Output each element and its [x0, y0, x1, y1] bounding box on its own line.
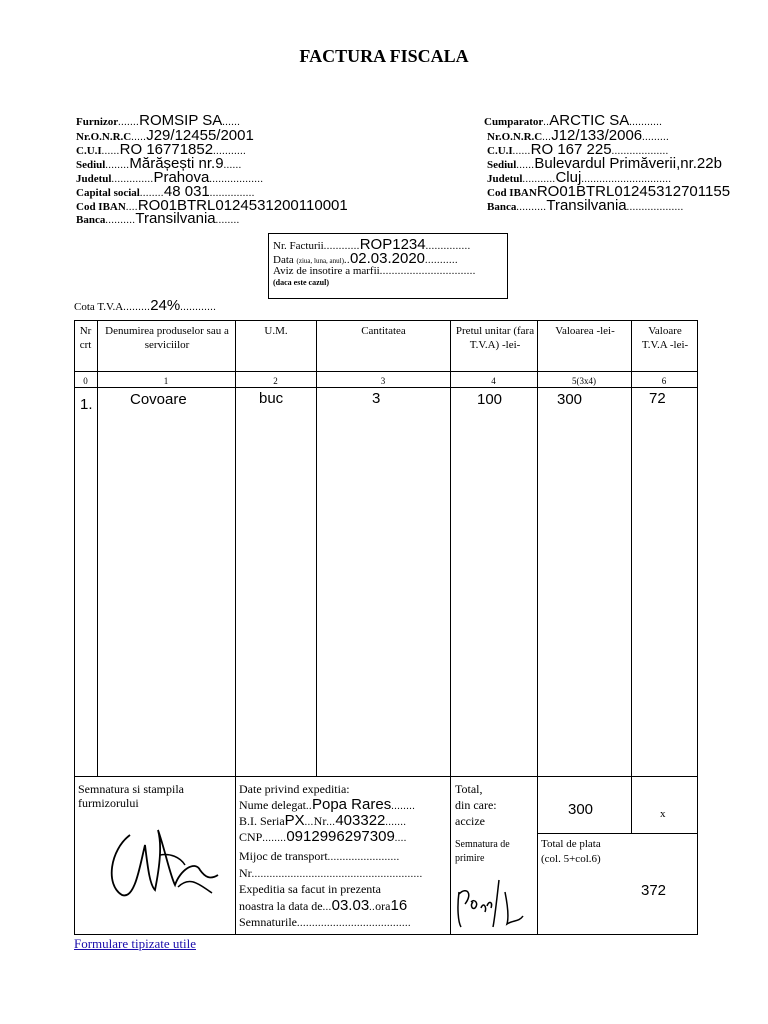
supplier-capital-label: Capital social [76, 187, 140, 199]
expedition-date: 03.03 [331, 897, 370, 914]
transport-label: Mijoc de transport [239, 849, 328, 863]
index-5: 5(3x4) [572, 376, 596, 386]
header-um: U.M. [264, 325, 288, 337]
buyer-judet: Cluj [555, 169, 582, 186]
transport-row: Mijoc de transport........................ [239, 849, 400, 863]
supplier-banca: Transilvania [135, 210, 216, 227]
invoice-aviz-hint: (daca este cazul) [273, 278, 329, 287]
supplier-sediu-row: Sediul........Mărășești nr.9...... [76, 155, 242, 172]
supplier-sediu-label: Sediul [76, 159, 106, 171]
header-product: Denumirea produselor sau a serviciilor [105, 325, 229, 351]
bi-label: B.I. Seria [239, 814, 285, 828]
supplier-banca-row: Banca..........Transilvania........ [76, 210, 240, 227]
col-divider-5 [537, 320, 538, 934]
invoice-title: FACTURA FISCALA [299, 46, 469, 66]
vat-rate: 24% [150, 297, 181, 314]
buyer-name-label: Cumparator [484, 116, 544, 128]
cnp-value: 0912996297309 [286, 828, 395, 845]
row-value: 300 [557, 391, 583, 408]
bi-nr: 403322 [335, 812, 386, 829]
row-vat: 72 [649, 390, 666, 407]
total-value: 300 [568, 801, 594, 818]
buyer-cui-label: C.U.I [487, 145, 513, 157]
vat-rate-row: Cota T.V.A.........24%............ [74, 297, 217, 314]
expedition-hour-label: ora [375, 899, 391, 913]
buyer-sediu: Bulevardul Primăverii,nr.22b [534, 155, 722, 172]
header-value: Valoarea -lei- [555, 325, 615, 337]
expedition-date-label: noastra la data de [239, 899, 323, 913]
supplier-iban-label: Cod IBAN [76, 201, 126, 213]
signatures-label: Semnaturile [239, 915, 297, 929]
delegate-row: Nume delegat..Popa Rares........ [239, 796, 416, 813]
supplier-onrc: J29/12455/2001 [146, 127, 254, 144]
expedition-hour: 16 [390, 897, 408, 914]
index-1: 1 [163, 376, 169, 386]
transport-nr-label: Nr [239, 866, 252, 880]
buyer-sediu-row: Sediul......Bulevardul Primăverii,nr.22b [487, 155, 722, 172]
index-4: 4 [491, 376, 496, 386]
header-vat: Valoare T.V.A -lei- [641, 325, 689, 351]
bi-series: PX [284, 812, 305, 829]
table-header-divider [74, 371, 698, 372]
expedition-text-1: Expeditia sa facut in prezenta [239, 882, 381, 896]
receipt-signature-image [453, 872, 537, 932]
cnp-label: CNP [239, 830, 263, 844]
total-pay-value: 372 [641, 882, 667, 899]
total-pay-hint: (col. 5+col.6) [541, 853, 601, 865]
invoice-aviz-label: Aviz de insotire a marfii [273, 265, 380, 277]
header-price: Pretul unitar (fara T.V.A) -lei- [455, 325, 535, 351]
row-um: buc [259, 390, 284, 407]
buyer-onrc-row: Nr.O.N.R.C...J12/133/2006......... [487, 127, 670, 144]
index-6: 6 [661, 376, 667, 386]
total-label-3: accize [455, 814, 485, 828]
total-pay-label: Total de plata [541, 838, 601, 850]
row-nr: 1. [80, 396, 93, 413]
buyer-onrc-label: Nr.O.N.R.C [487, 131, 543, 143]
bi-nr-label: Nr [313, 814, 327, 828]
buyer-iban: RO01BTRL01245312701155 [536, 183, 731, 200]
supplier-judet-row: Judetul..............Prahova.................. [76, 169, 264, 186]
signatures-row: Semnaturile...................................... [239, 915, 411, 929]
index-0: 0 [83, 376, 88, 386]
supplier-signature-label: Semnatura si stampila furmizorului [78, 782, 184, 810]
buyer-onrc: J12/133/2006 [551, 127, 643, 144]
total-label-2: din care: [455, 798, 497, 812]
supplier-iban: RO01BTRL0124531200110001 [137, 197, 348, 214]
row-qty: 3 [372, 390, 381, 407]
supplier-name: ROMSIP SA [139, 112, 223, 129]
buyer-cui-row: C.U.I......RO 167 225................... [487, 141, 669, 158]
supplier-banca-label: Banca [76, 214, 106, 226]
index-3: 3 [380, 376, 386, 386]
col-divider-1 [97, 320, 98, 776]
col-divider-3 [316, 320, 317, 776]
delegate-label: Nume delegat [239, 798, 306, 812]
supplier-cui: RO 16771852 [119, 141, 214, 158]
table-total-divider [537, 833, 698, 834]
supplier-name-row: Furnizor.......ROMSIP SA...... [76, 112, 241, 129]
buyer-judet-label: Judetul [487, 173, 523, 185]
supplier-onrc-label: Nr.O.N.R.C [76, 131, 132, 143]
invoice-info-box [268, 233, 508, 299]
invoice-date-hint: (ziua, luna, anul) [296, 257, 344, 265]
table-body-divider [74, 776, 698, 777]
invoice-date-label: Data [273, 254, 294, 266]
header-qty: Cantitatea [361, 325, 406, 337]
total-vat-value: x [660, 808, 666, 820]
vat-rate-label: Cota T.V.A [74, 301, 124, 313]
supplier-signature-image [100, 815, 230, 910]
invoice-nr-row: Nr. Facturii............ROP1234............... [273, 236, 471, 253]
buyer-name: ARCTIC SA [549, 112, 630, 129]
total-label-1: Total, [455, 782, 483, 796]
row-product: Covoare [130, 391, 187, 408]
transport-nr-row: Nr......................................................... [239, 866, 423, 880]
supplier-judet-label: Judetul [76, 173, 112, 185]
supplier-cui-label: C.U.I [76, 145, 102, 157]
supplier-judet: Prahova [153, 169, 210, 186]
supplier-sediu: Mărășești nr.9 [129, 155, 224, 172]
buyer-banca-label: Banca [487, 201, 517, 213]
row-price: 100 [477, 391, 503, 408]
buyer-name-row: Cumparator..ARCTIC SA........... [484, 112, 663, 129]
expedition-title: Date privind expeditia: [239, 782, 350, 796]
buyer-sediu-label: Sediul [487, 159, 517, 171]
invoice-date: 02.03.2020 [349, 250, 426, 267]
delegate-name: Popa Rares [311, 796, 392, 813]
index-2: 2 [273, 376, 278, 386]
invoice-date-row: Data (ziua, luna, anul)..02.03.2020........... [273, 250, 459, 267]
supplier-iban-row: Cod IBAN....RO01BTRL0124531200110001 [76, 197, 348, 214]
invoice-nr-label: Nr. Facturii [273, 240, 324, 252]
buyer-judet-row: Judetul...........Cluj.............................. [487, 169, 672, 186]
col-divider-2 [235, 320, 236, 934]
header-nr: Nr crt [79, 325, 92, 351]
buyer-iban-label: Cod IBAN [487, 187, 537, 199]
cnp-row: CNP........0912996297309.... [239, 828, 407, 845]
supplier-name-label: Furnizor [76, 116, 119, 128]
col-divider-4 [450, 320, 451, 934]
buyer-banca-row: Banca..........Transilvania................... [487, 197, 684, 214]
supplier-onrc-row: Nr.O.N.R.C.....J29/12455/2001 [76, 127, 254, 144]
useful-forms-link[interactable]: Formulare tipizate utile [74, 936, 197, 951]
expedition-date-row: noastra la data de...03.03..ora16 [239, 897, 408, 914]
buyer-banca: Transilvania [546, 197, 627, 214]
receipt-signature-label: Semnatura de primire [455, 839, 510, 864]
invoice-nr: ROP1234 [359, 236, 426, 253]
supplier-capital-row: Capital social........48 031............... [76, 183, 255, 200]
bi-row: B.I. SeriaPX...Nr...403322....... [239, 812, 407, 829]
invoice-aviz-row: Aviz de insotire a marfii................................ [273, 265, 476, 277]
supplier-capital: 48 031 [163, 183, 210, 200]
buyer-cui: RO 167 225 [530, 141, 612, 158]
supplier-cui-row: C.U.I......RO 16771852........... [76, 141, 247, 158]
col-divider-6 [631, 320, 632, 833]
